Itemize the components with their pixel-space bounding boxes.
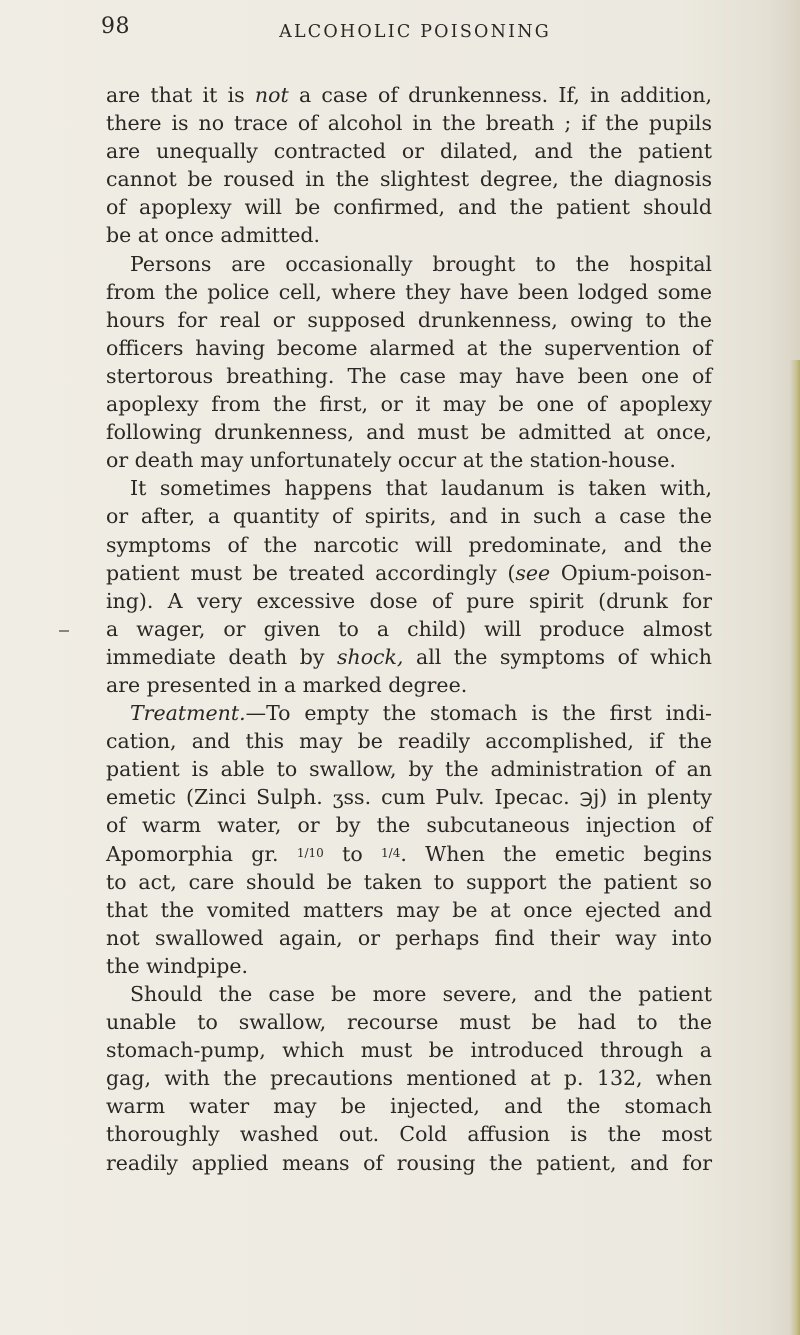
scruple-symbol: ℈ bbox=[579, 787, 593, 810]
text-line: hours for real or supposed drunkenness, owing to the bbox=[106, 307, 712, 332]
text-line: be at once admitted. bbox=[106, 223, 321, 248]
text-line: of warm water, or by the subcutaneous injection of bbox=[106, 813, 712, 838]
text-line: readily applied means of rousing the patient, and for bbox=[106, 1150, 712, 1175]
text-line: cation, and this may be readily accomplished, if the bbox=[106, 729, 712, 754]
drachm-symbol: ʒ bbox=[332, 787, 344, 810]
text-line: officers having become alarmed at the supervention of bbox=[106, 335, 712, 360]
running-head: ALCOHOLIC POISONING bbox=[279, 22, 551, 42]
text-line: the windpipe. bbox=[106, 953, 248, 978]
text-line: warm water may be injected, and the stomach bbox=[106, 1094, 712, 1119]
text-line: to act, care should be taken to support the patient so bbox=[106, 869, 712, 894]
paragraph-start: Persons are occasionally brought to the hospital bbox=[130, 251, 712, 276]
paragraph-start: Should the case be more severe, and the patient bbox=[130, 982, 712, 1006]
text-line: unable to swallow, recourse must be had to the bbox=[106, 1010, 712, 1035]
fraction: 1/4 bbox=[381, 845, 401, 860]
text-line: are presented in a marked degree. bbox=[106, 672, 468, 697]
text-line: are that it is not a case of drunkenness. If, in addition, bbox=[106, 83, 712, 107]
text-line: immediate death by shock, all the symptoms of which bbox=[106, 644, 712, 669]
text-line: stertorous breathing. The case may have been one of bbox=[106, 363, 712, 388]
text-line: ing). A very excessive dose of pure spirit (drunk for bbox=[106, 588, 712, 613]
text-line: of apoplexy will be confirmed, and the patient should bbox=[106, 195, 712, 220]
text-line: patient must be treated accordingly (see Opium-poison- bbox=[106, 560, 712, 585]
text-line: emetic (Zinci Sulph. ʒss. cum Pulv. Ipecac. ℈j) in plenty bbox=[106, 785, 712, 810]
paragraph-start: It sometimes happens that laudanum is taken with, bbox=[130, 476, 712, 501]
text-line: cannot be roused in the slightest degree, the diagnosis bbox=[106, 167, 712, 192]
paragraph-start: Treatment.—To empty the stomach is the first indi- bbox=[130, 701, 712, 726]
fraction: 1/10 bbox=[296, 845, 324, 860]
text-line: following drunkenness, and must be admitted at once, bbox=[106, 420, 712, 445]
text-line: stomach-pump, which must be introduced through a bbox=[106, 1038, 712, 1063]
text-line: a wager, or given to a child) will produce almost bbox=[106, 616, 712, 641]
text-line: apoplexy from the first, or it may be one of apoplexy bbox=[106, 392, 712, 417]
text-line: not swallowed again, or perhaps find their way into bbox=[106, 925, 712, 950]
page-number: 98 bbox=[101, 14, 130, 39]
text-line: or after, a quantity of spirits, and in such a case the bbox=[106, 504, 712, 529]
body-text bbox=[106, 81, 712, 1177]
text-line: from the police cell, where they have been lodged some bbox=[106, 279, 712, 304]
text-line: Apomorphia gr. 1/10 to 1/4. When the emetic begins bbox=[106, 841, 712, 866]
text-line: there is no trace of alcohol in the breath ; if the pupils bbox=[106, 111, 712, 136]
text-line: are unequally contracted or dilated, and the patient bbox=[106, 139, 712, 164]
text-line: symptoms of the narcotic will predominate, and the bbox=[106, 532, 712, 557]
text-line: thoroughly washed out. Cold affusion is the most bbox=[106, 1122, 712, 1147]
text-line: that the vomited matters may be at once ejected and bbox=[106, 897, 712, 922]
section-heading-treatment: Treatment. bbox=[130, 701, 246, 726]
text-line: gag, with the precautions mentioned at p. 132, when bbox=[106, 1066, 712, 1091]
text-line: or death may unfortunately occur at the station-house. bbox=[106, 448, 676, 473]
margin-mark bbox=[59, 630, 69, 632]
text-line: patient is able to swallow, by the administration of an bbox=[106, 757, 712, 782]
page-edge-shadow bbox=[790, 360, 800, 1335]
